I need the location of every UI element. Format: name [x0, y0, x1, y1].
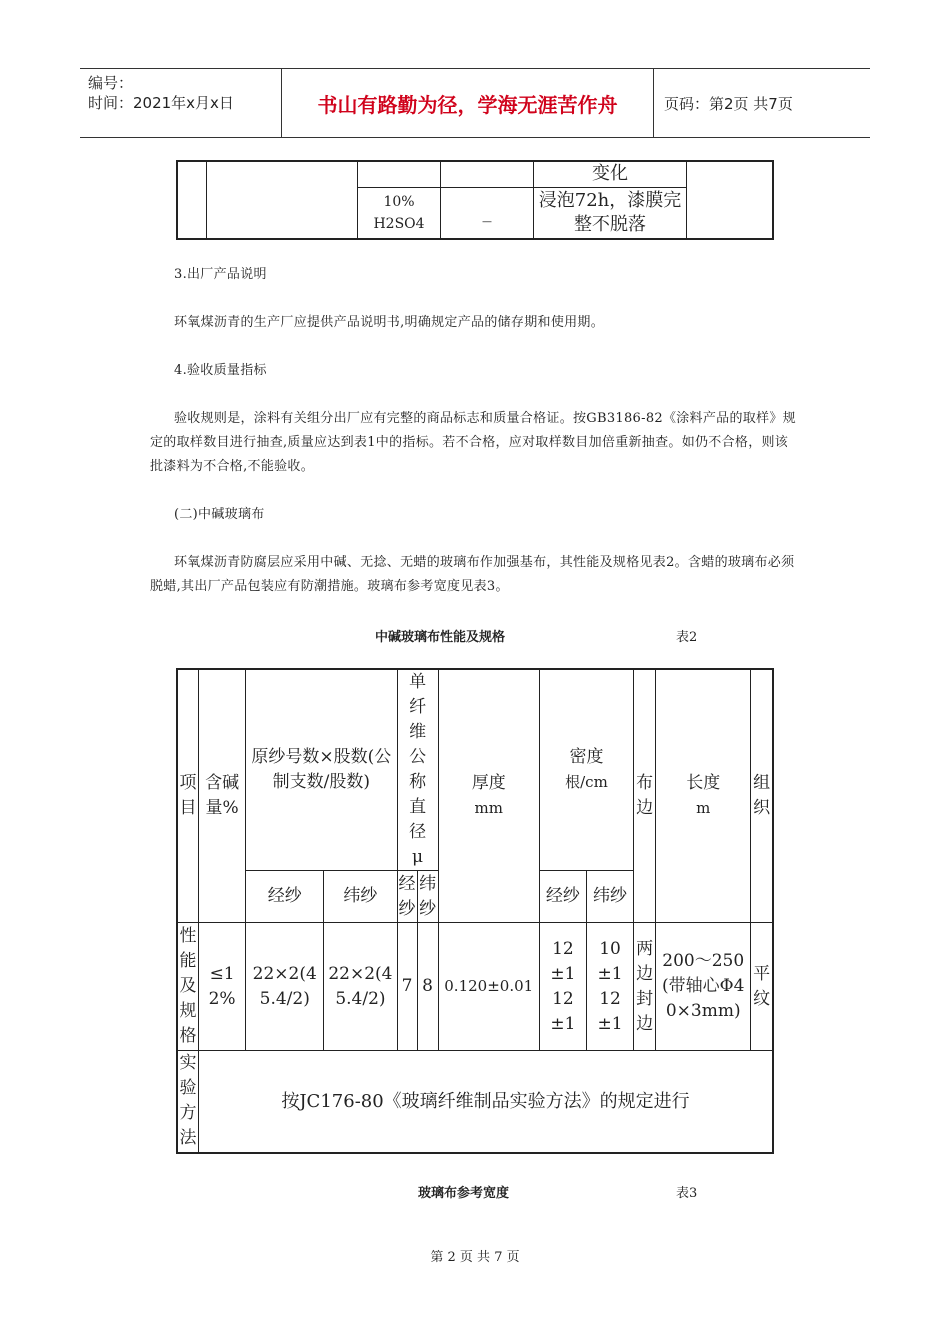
header-edge-label: 布边 — [636, 773, 654, 818]
cell-length-text: 200～250(带轴心Φ40×3mm) — [662, 951, 745, 1021]
cell-thickness-text: 0.120±0.01 — [444, 977, 534, 995]
header-density-unit: 根/cm — [565, 773, 608, 791]
cell-alkali — [199, 923, 246, 1051]
sub-fiber-warp-label: 经纱 — [398, 873, 416, 919]
header-length-label: 长度 — [686, 773, 721, 793]
part-2-heading: (二)中碱玻璃布 — [174, 507, 265, 522]
cell-density-warp — [539, 923, 586, 1051]
table1-fragment — [176, 160, 774, 240]
sub-fiber-weft-label: 纬纱 — [419, 873, 437, 919]
table2 — [176, 668, 774, 1154]
table-cell-result — [534, 187, 687, 239]
cell-density-warp-text: 12±1 12±1 — [550, 938, 576, 1034]
cell-yarn-warp — [246, 923, 324, 1051]
table-cell — [358, 161, 441, 187]
section-3-heading: 3.出厂产品说明 — [174, 267, 267, 282]
header-thickness-unit: mm — [474, 799, 503, 817]
sub-density-weft: 纬纱 — [586, 871, 633, 923]
cell-fiber-warp: 7 — [397, 923, 417, 1051]
header-item-label: 项目 — [179, 773, 197, 818]
cell-weave-text: 平纹 — [753, 963, 771, 1009]
cell-yarn-warp-text: 22×2(45.4/2) — [252, 963, 317, 1009]
cell-edge — [634, 923, 656, 1051]
header-length-unit: m — [696, 799, 711, 817]
table-cell — [177, 161, 207, 239]
table-cell — [441, 161, 534, 187]
table3-caption: 玻璃布参考宽度 — [418, 1186, 510, 1201]
table-cell-change: 变化 — [534, 161, 687, 187]
header-fiber-label: 单纤维公称直径μ — [409, 672, 427, 867]
row-label-method — [177, 1051, 199, 1153]
cell-fiber-weft: 8 — [417, 923, 438, 1051]
header-thickness-label: 厚度 — [471, 773, 506, 793]
sub-fiber-warp — [397, 871, 417, 923]
header-meta — [80, 69, 282, 137]
header-density — [539, 669, 633, 871]
part-2-text: 环氧煤沥青防腐层应采用中碱、无捻、无蜡的玻璃布作加强基布，其性能及规格见表2。含蜡的玻璃布必须脱蜡,其出厂产品包装应有防潮措施。玻璃布参考宽度见表3。 — [150, 555, 795, 594]
cell-alkali-text: ≤12% — [208, 963, 236, 1009]
header-weave-label: 组织 — [753, 773, 771, 818]
table-cell — [687, 161, 774, 239]
page-header — [80, 68, 870, 138]
result-line2: 整不脱落 — [574, 213, 646, 235]
section-4-text: 验收规则是，涂料有关组分出厂应有完整的商品标志和质量合格证。按GB3186-82《涂料产品的取样》规定的取样数目进行抽查,质量应达到表1中的指标。若不合格，应对取样数目加倍重新抽查。如仍不合格，则该批漆料为不合格,不能验收。 — [150, 411, 796, 474]
header-edge — [634, 669, 656, 923]
table2-number: 表2 — [676, 630, 698, 645]
medium-line2: H2SO4 — [373, 215, 425, 232]
cell-density-weft — [586, 923, 633, 1051]
header-fiber — [397, 669, 438, 871]
table-cell-value: _ — [441, 187, 534, 239]
header-weave — [751, 669, 773, 923]
header-density-label: 密度 — [569, 747, 604, 767]
cell-method: 按JC176-80《玻璃纤维制品实验方法》的规定进行 — [199, 1051, 773, 1153]
sub-yarn-weft: 纬纱 — [324, 871, 397, 923]
table3-number: 表3 — [676, 1186, 698, 1201]
row-label-spec — [177, 923, 199, 1051]
header-motto: 书山有路勤为径，学海无涯苦作舟 — [282, 69, 654, 137]
header-length — [656, 669, 751, 923]
section-4-heading: 4.验收质量指标 — [174, 363, 267, 378]
cell-density-weft-text: 10±1 12±1 — [597, 938, 623, 1034]
cell-yarn-weft — [324, 923, 397, 1051]
header-item — [177, 669, 199, 923]
cell-thickness — [438, 923, 539, 1051]
page-footer: 第 2 页 共 7 页 — [430, 1250, 520, 1265]
table-cell — [207, 161, 358, 239]
result-line1: 浸泡72h，漆膜完 — [538, 189, 682, 211]
table2-caption: 中碱玻璃布性能及规格 — [375, 630, 506, 645]
cell-edge-text: 两边封边 — [636, 938, 654, 1034]
section-3-text: 环氧煤沥青的生产厂应提供产品说明书,明确规定产品的储存期和使用期。 — [174, 315, 605, 330]
sub-fiber-weft — [417, 871, 438, 923]
sub-density-warp: 经纱 — [539, 871, 586, 923]
cell-length — [656, 923, 751, 1051]
document-time: 时间：2021年x月x日 — [88, 94, 234, 112]
medium-line1: 10% — [383, 193, 415, 210]
document-number: 编号： — [88, 74, 134, 92]
header-yarn-label: 原纱号数×股数(公制支数/股数) — [251, 747, 392, 792]
header-alkali — [199, 669, 246, 923]
header-yarn — [246, 669, 397, 871]
table-cell-medium — [358, 187, 441, 239]
cell-weave — [751, 923, 773, 1051]
header-page-number: 页码：第2页 共7页 — [664, 94, 793, 113]
row-label-method-text: 实验方法 — [179, 1053, 197, 1149]
row-label-spec-text: 性能及规格 — [179, 926, 197, 1046]
cell-yarn-weft-text: 22×2(45.4/2) — [328, 963, 393, 1009]
header-thickness — [438, 669, 539, 923]
header-alkali-label: 含碱量% — [205, 773, 240, 818]
sub-yarn-warp: 经纱 — [246, 871, 324, 923]
